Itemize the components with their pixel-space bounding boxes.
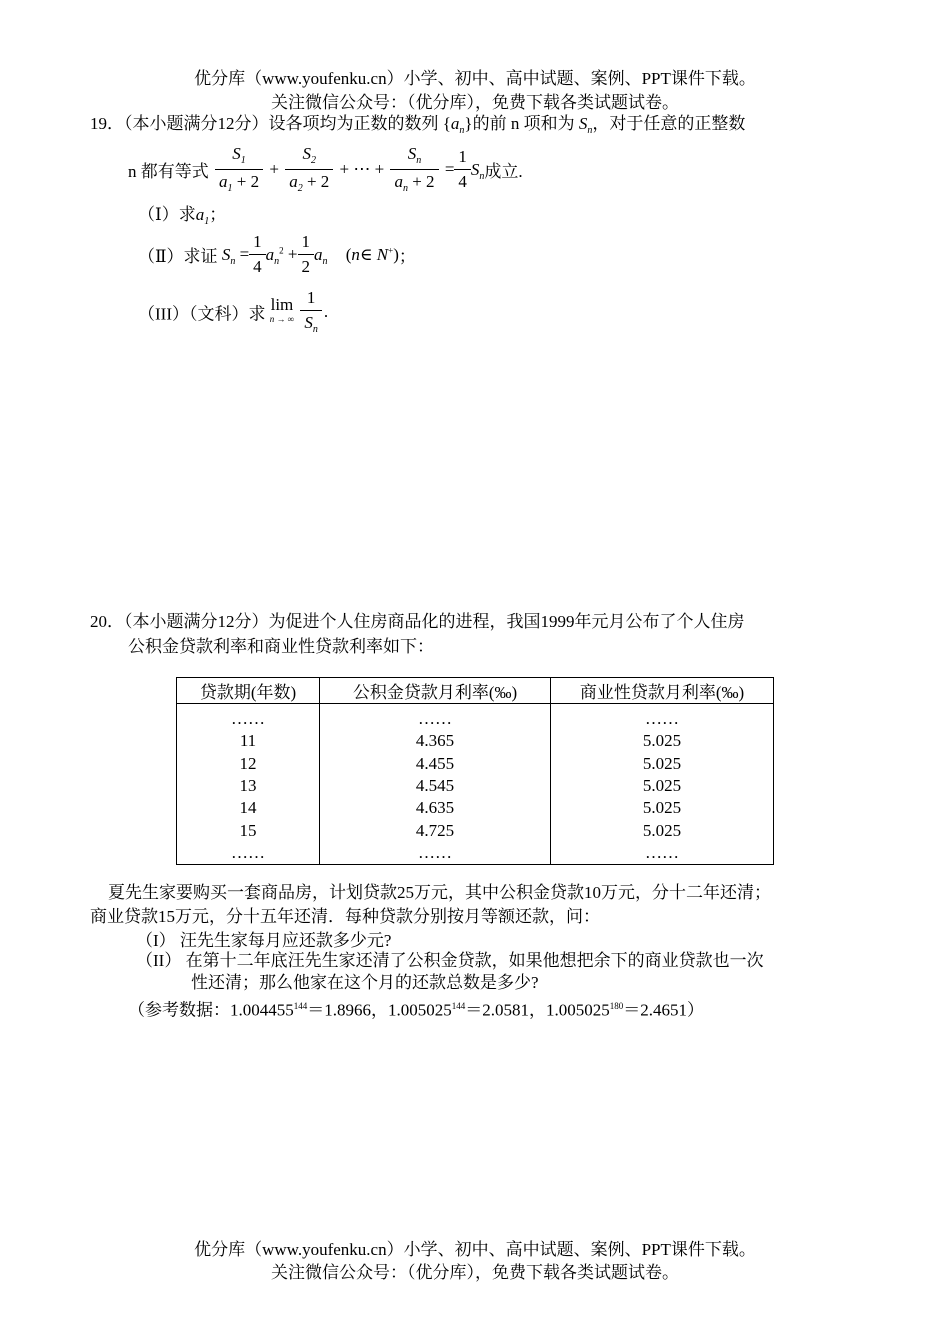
table-row: [177, 797, 774, 819]
table-header-row: [177, 678, 774, 704]
q20-intro-1: [90, 609, 745, 635]
table-row: [177, 819, 774, 841]
ref-result-2: ＝2.0581，: [465, 1000, 546, 1020]
q19-p2-end: ；: [398, 247, 416, 266]
q20-intro-text-1: （本小题满分12分）为促进个人住房商品化的进程，我国1999年元月公布了个人住房: [124, 612, 745, 631]
fraction-sn: $\frac{S_n}{a_n + 2}$: [390, 143, 438, 196]
q19-intro-c: ，对于任意的正整数: [592, 114, 746, 133]
table-cell: 4.545: [320, 775, 551, 797]
table-cell: ……: [320, 842, 551, 865]
footer-line-2: 关注微信公众号：（优分库），免费下载各类试题试卷。: [271, 1263, 679, 1282]
table-row: [177, 775, 774, 797]
ref-exp-1: 144: [293, 1001, 308, 1011]
table-cell: 5.025: [551, 730, 774, 752]
table-cell: 11: [177, 730, 320, 752]
table-cell: 4.635: [320, 797, 551, 819]
q20-part-2a: （II） 在第十二年底汪先生家还清了公积金贷款，如果他想把余下的商业贷款也一次: [136, 951, 764, 970]
table-cell: 5.025: [551, 753, 774, 775]
table-cell: ……: [177, 842, 320, 865]
table-header-cell: 商业性贷款月利率(‰): [551, 678, 774, 704]
table-cell: 14: [177, 797, 320, 819]
q19-equation: n 都有等式 $\frac{S_1}{a_1 + 2}$ + $\frac{S_2}{a_2 + 2}$ + ⋯ + $\frac{S_n}{a_n + 2}$ = $\frac{1}{4}$ $S_n$成立.: [128, 144, 523, 194]
footer-line-1: 优分库（www.youfenku.cn）小学、初中、高中试题、案例、PPT课件下载。: [194, 1240, 756, 1259]
table-cell: 5.025: [551, 819, 774, 841]
q19-part-3: [138, 287, 328, 337]
header-line-1: 优分库（www.youfenku.cn）小学、初中、高中试题、案例、PPT课件下载。: [194, 69, 756, 88]
table-cell: ……: [320, 704, 551, 731]
q20-body-1: 夏先生家要购买一套商品房，计划贷款25万元，其中公积金贷款10万元，分十二年还清；: [108, 883, 771, 902]
q19-part-1: （Ⅰ）求$a_1$；: [138, 205, 227, 227]
table-cell: 5.025: [551, 797, 774, 819]
q19-intro-a: （本小题满分12分）设各项均为正数的数列: [124, 114, 439, 133]
q20-part-1: （I） 汪先生家每月应还款多少元?: [136, 931, 392, 950]
fraction-s1: $\frac{S_1}{a_1 + 2}$: [215, 143, 263, 196]
table-cell: ……: [177, 704, 320, 731]
table-cell: ……: [551, 842, 774, 865]
table-cell: 15: [177, 819, 320, 841]
q19-number: 19．: [90, 114, 124, 133]
fraction-one-over-sn: $\frac{1}{S_n}$: [300, 287, 322, 337]
ref-prefix: （参考数据：: [128, 1000, 230, 1020]
table-row: [177, 730, 774, 752]
table-row: [177, 842, 774, 865]
q19-eq-suffix: 成立.: [484, 162, 523, 181]
limit-symbol: lim n → ∞: [269, 295, 295, 324]
table-cell: 5.025: [551, 775, 774, 797]
ref-base-3: 1.005025: [546, 1000, 610, 1020]
fraction-quarter-2: $\frac{1}{4}$: [249, 231, 266, 278]
table-header-cell: 公积金贷款月利率(‰): [320, 678, 551, 704]
ref-base-1: 1.004455: [230, 1000, 294, 1020]
q20-number: 20．: [90, 612, 124, 631]
header-line-2: 关注微信公众号：（优分库），免费下载各类试题试卷。: [271, 93, 679, 112]
table-cell: 4.725: [320, 819, 551, 841]
q19-p2-label: （Ⅱ）求证: [138, 247, 218, 266]
q19-intro: [90, 111, 745, 140]
q19-sum-symbol: $S_n$: [578, 114, 593, 136]
ref-exp-3: 180: [609, 1001, 624, 1011]
q19-p1-label: （Ⅰ）求: [138, 205, 196, 224]
ref-base-2: 1.005025: [388, 1000, 452, 1020]
loan-rate-table: [176, 677, 774, 865]
fraction-quarter: $\frac{1}{4}$: [454, 146, 471, 193]
q20-intro-2: 公积金贷款利率和商业性贷款利率如下：: [128, 637, 434, 656]
q20-part-2b: 性还清；那么他家在这个月的还款总数是多少?: [191, 973, 539, 992]
table-cell: 4.365: [320, 730, 551, 752]
q19-p1-end: ；: [209, 205, 227, 224]
ref-result-1: ＝1.8966，: [307, 1000, 388, 1020]
q19-part-2: （Ⅱ）求证 $S_n$ = $\frac{1}{4}$ $a_n^2$ + $\frac{1}{2}$ $a_n$ (n∈ N+)；: [138, 232, 416, 276]
q19-p3-end: .: [323, 302, 329, 321]
q20-reference-data: [128, 993, 704, 1024]
table-header-cell: 贷款期(年数): [177, 678, 320, 704]
table-cell: ……: [551, 704, 774, 731]
ref-result-3: ＝2.4651）: [623, 1000, 704, 1020]
ref-exp-2: 144: [451, 1001, 466, 1011]
fraction-s2: $\frac{S_2}{a_2 + 2}$: [285, 143, 333, 196]
table-cell: 4.455: [320, 753, 551, 775]
q20-body-2: 商业贷款15万元，分十五年还清．每种贷款分别按月等额还款，问：: [90, 907, 600, 926]
q19-eq-prefix: n 都有等式: [128, 162, 209, 181]
q19-p3-label: （III）（文科）求: [138, 304, 266, 324]
table-cell: 12: [177, 753, 320, 775]
table-cell: 13: [177, 775, 320, 797]
table-row: [177, 704, 774, 731]
q19-intro-b: 的前 n 项和为: [472, 114, 575, 133]
table-row: [177, 753, 774, 775]
fraction-half: $\frac{1}{2}$: [298, 231, 315, 278]
q19-seq-symbol: $\{a_n\}$: [442, 114, 473, 136]
